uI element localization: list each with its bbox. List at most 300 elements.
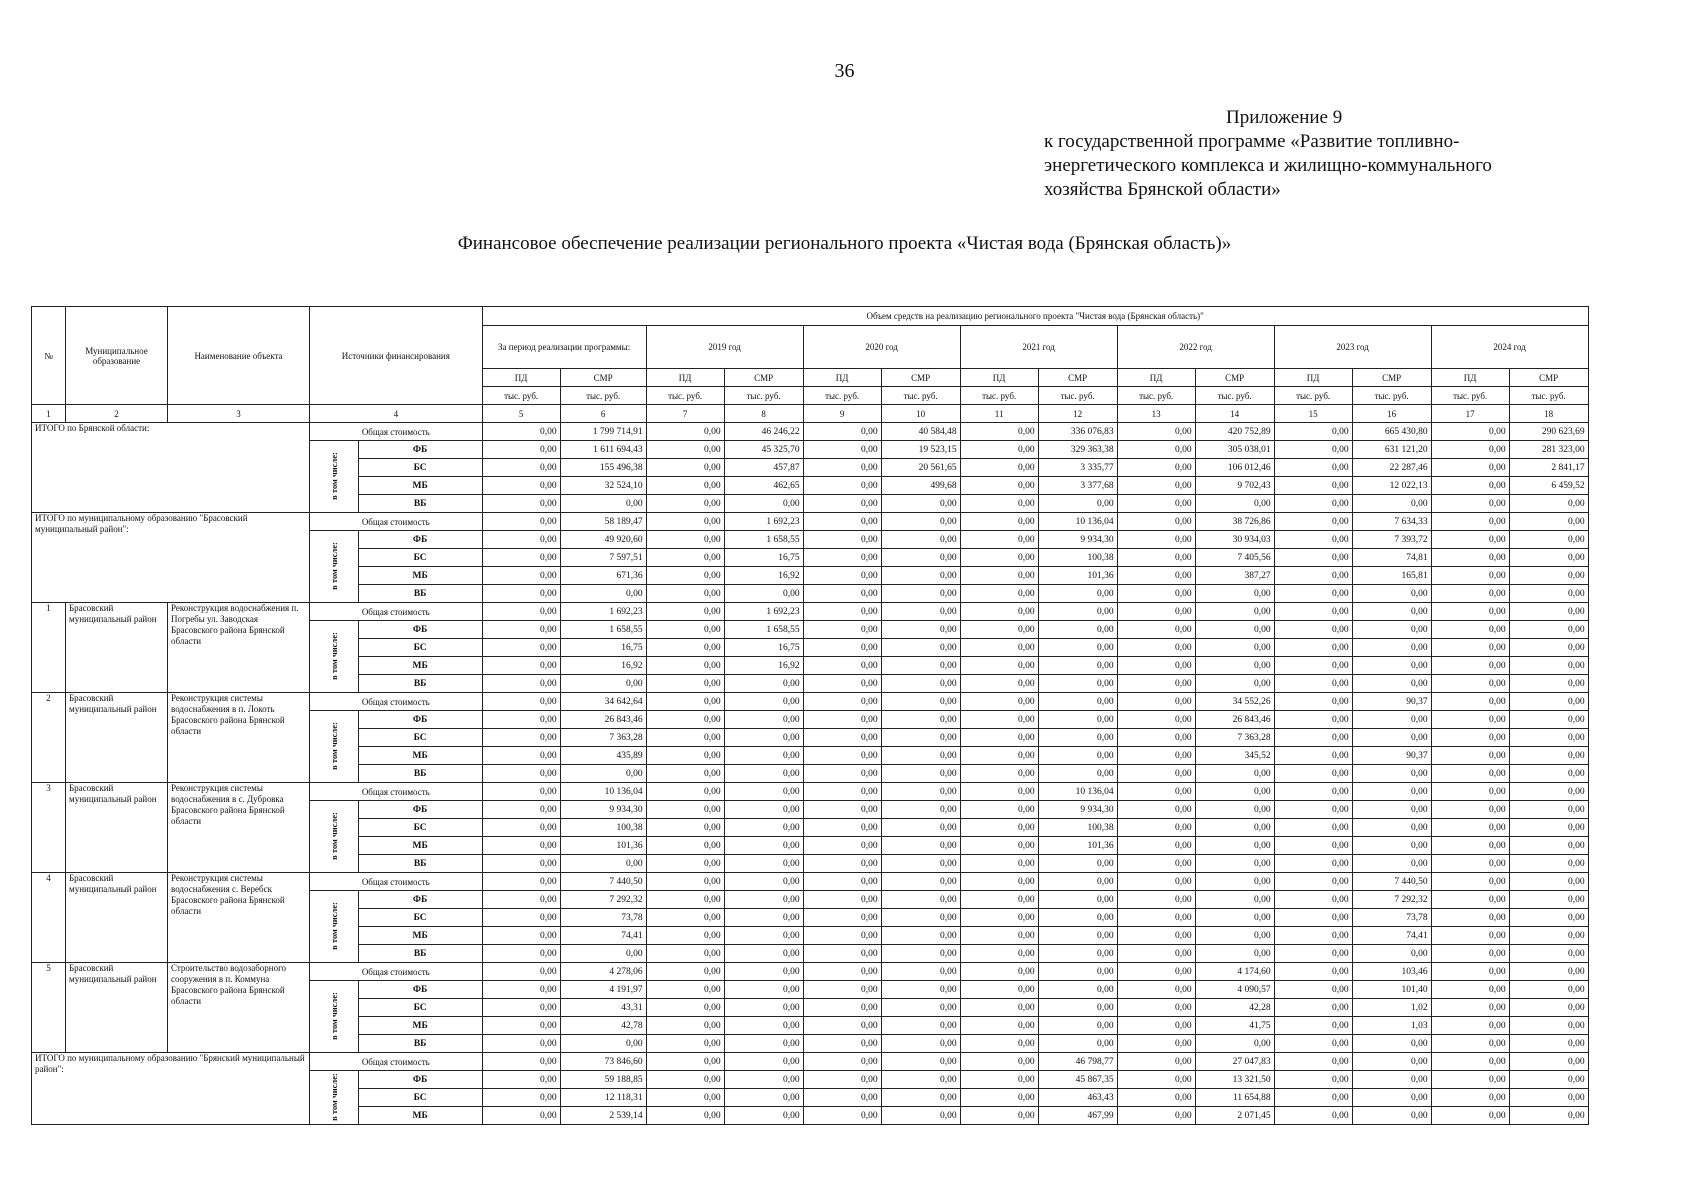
value-cell: 0,00: [1352, 621, 1431, 639]
value-cell: 0,00: [1431, 945, 1509, 963]
value-cell: 0,00: [1431, 693, 1509, 711]
value-cell: 0,00: [1509, 963, 1588, 981]
value-cell: 0,00: [1274, 855, 1352, 873]
value-cell: 0,00: [1195, 621, 1274, 639]
value-cell: 0,00: [1274, 837, 1352, 855]
appendix-heading: Приложение 9: [1226, 107, 1343, 128]
value-cell: 0,00: [1274, 711, 1352, 729]
value-cell: 0,00: [803, 855, 881, 873]
header-period: 2021 год: [960, 326, 1117, 369]
source-code: ФБ: [358, 711, 482, 729]
value-cell: 305 038,01: [1195, 441, 1274, 459]
value-cell: 0,00: [1038, 891, 1117, 909]
value-cell: 12 022,13: [1352, 477, 1431, 495]
value-cell: 73,78: [560, 909, 646, 927]
including-label: [310, 891, 359, 963]
header-sources: Источники финансирования: [310, 307, 483, 405]
value-cell: 0,00: [646, 999, 724, 1017]
value-cell: 0,00: [482, 819, 560, 837]
value-cell: 0,00: [803, 513, 881, 531]
including-label: [310, 531, 359, 603]
value-cell: 103,46: [1352, 963, 1431, 981]
value-cell: 0,00: [881, 531, 960, 549]
value-cell: 1 658,55: [560, 621, 646, 639]
value-cell: 0,00: [1352, 585, 1431, 603]
value-cell: 0,00: [1117, 729, 1195, 747]
value-cell: 671,36: [560, 567, 646, 585]
column-number: 7: [646, 405, 724, 423]
value-cell: 0,00: [803, 1035, 881, 1053]
including-text: в том числе:: [328, 542, 339, 590]
value-cell: 0,00: [1509, 891, 1588, 909]
value-cell: 0,00: [482, 657, 560, 675]
value-cell: 7 405,56: [1195, 549, 1274, 567]
value-cell: 101,36: [560, 837, 646, 855]
value-cell: 0,00: [881, 981, 960, 999]
value-cell: 0,00: [646, 909, 724, 927]
value-cell: 0,00: [960, 729, 1038, 747]
value-cell: 631 121,20: [1352, 441, 1431, 459]
value-cell: 0,00: [646, 657, 724, 675]
value-cell: 0,00: [1431, 531, 1509, 549]
value-cell: 0,00: [881, 603, 960, 621]
value-cell: 0,00: [960, 639, 1038, 657]
value-cell: 0,00: [1431, 477, 1509, 495]
financing-table-body: [32, 423, 1589, 1125]
header-period: 2024 год: [1431, 326, 1588, 369]
source-code: ВБ: [358, 585, 482, 603]
value-cell: 457,87: [724, 459, 803, 477]
value-cell: 0,00: [1038, 621, 1117, 639]
value-cell: 0,00: [482, 693, 560, 711]
value-cell: 34 552,26: [1195, 693, 1274, 711]
value-cell: 100,38: [1038, 819, 1117, 837]
value-cell: 0,00: [960, 765, 1038, 783]
value-cell: 0,00: [1195, 891, 1274, 909]
value-cell: 0,00: [960, 567, 1038, 585]
value-cell: 0,00: [1352, 855, 1431, 873]
value-cell: 0,00: [1117, 819, 1195, 837]
value-cell: 101,36: [1038, 567, 1117, 585]
value-cell: 0,00: [1195, 1035, 1274, 1053]
value-cell: 101,40: [1352, 981, 1431, 999]
value-cell: 19 523,15: [881, 441, 960, 459]
value-cell: 0,00: [482, 837, 560, 855]
value-cell: 27 047,83: [1195, 1053, 1274, 1071]
value-cell: 0,00: [881, 1089, 960, 1107]
value-cell: 1 692,23: [724, 603, 803, 621]
value-cell: 0,00: [960, 459, 1038, 477]
value-cell: 46 246,22: [724, 423, 803, 441]
value-cell: 0,00: [960, 891, 1038, 909]
value-cell: 0,00: [482, 873, 560, 891]
value-cell: 0,00: [1117, 837, 1195, 855]
value-cell: 0,00: [1274, 513, 1352, 531]
value-cell: 0,00: [1431, 675, 1509, 693]
page-number: 36: [834, 60, 855, 82]
value-cell: 0,00: [803, 801, 881, 819]
value-cell: 0,00: [724, 1017, 803, 1035]
value-cell: 0,00: [1352, 1107, 1431, 1125]
value-cell: 0,00: [1117, 657, 1195, 675]
value-cell: 0,00: [1274, 783, 1352, 801]
row-number: 3: [32, 783, 66, 873]
value-cell: 0,00: [724, 693, 803, 711]
header-period: 2023 год: [1274, 326, 1431, 369]
value-cell: 0,00: [881, 1071, 960, 1089]
value-cell: 0,00: [724, 909, 803, 927]
value-cell: 0,00: [724, 963, 803, 981]
value-cell: 0,00: [1431, 927, 1509, 945]
value-cell: 0,00: [803, 963, 881, 981]
value-cell: 0,00: [646, 675, 724, 693]
value-cell: 0,00: [1274, 981, 1352, 999]
value-cell: 0,00: [1117, 747, 1195, 765]
value-cell: 0,00: [1352, 1089, 1431, 1107]
column-number: 3: [168, 405, 310, 423]
value-cell: 0,00: [803, 549, 881, 567]
value-cell: 0,00: [803, 585, 881, 603]
value-cell: 0,00: [803, 657, 881, 675]
table-row: [32, 423, 1589, 441]
value-cell: 0,00: [1352, 675, 1431, 693]
including-text: в том числе:: [328, 1073, 339, 1121]
value-cell: 4 191,97: [560, 981, 646, 999]
source-code: ФБ: [358, 981, 482, 999]
source-code: МБ: [358, 567, 482, 585]
value-cell: 0,00: [1509, 711, 1588, 729]
value-cell: 0,00: [960, 963, 1038, 981]
value-cell: 0,00: [1352, 729, 1431, 747]
value-cell: 0,00: [1274, 585, 1352, 603]
value-cell: 0,00: [1274, 621, 1352, 639]
value-cell: 0,00: [1509, 549, 1588, 567]
value-cell: 0,00: [1431, 1035, 1509, 1053]
value-cell: 0,00: [1274, 801, 1352, 819]
appendix-block: [1044, 106, 1492, 202]
value-cell: 7 292,32: [560, 891, 646, 909]
value-cell: 0,00: [482, 639, 560, 657]
row-number: 2: [32, 693, 66, 783]
value-cell: 0,00: [1274, 657, 1352, 675]
source-code: ФБ: [358, 1071, 482, 1089]
value-cell: 0,00: [1431, 765, 1509, 783]
including-text: в том числе:: [328, 902, 339, 950]
value-cell: 0,00: [803, 1107, 881, 1125]
total-cost-label: Общая стоимость: [310, 693, 483, 711]
value-cell: 0,00: [724, 495, 803, 513]
row-number: 4: [32, 873, 66, 963]
value-cell: 499,68: [881, 477, 960, 495]
value-cell: 0,00: [1117, 765, 1195, 783]
value-cell: 0,00: [803, 1053, 881, 1071]
source-code: ВБ: [358, 765, 482, 783]
value-cell: 0,00: [1117, 909, 1195, 927]
value-cell: 9 934,30: [560, 801, 646, 819]
value-cell: 4 174,60: [1195, 963, 1274, 981]
value-cell: 0,00: [1509, 693, 1588, 711]
value-cell: 0,00: [1117, 531, 1195, 549]
header-smr: СМР: [1509, 369, 1588, 387]
source-code: МБ: [358, 927, 482, 945]
value-cell: 0,00: [724, 819, 803, 837]
value-cell: 0,00: [1274, 531, 1352, 549]
value-cell: 0,00: [803, 981, 881, 999]
value-cell: 0,00: [1117, 1035, 1195, 1053]
value-cell: 1 611 694,43: [560, 441, 646, 459]
value-cell: 0,00: [881, 1017, 960, 1035]
value-cell: 0,00: [646, 477, 724, 495]
value-cell: 0,00: [803, 873, 881, 891]
including-label: [310, 621, 359, 693]
value-cell: 0,00: [881, 621, 960, 639]
value-cell: 0,00: [803, 909, 881, 927]
value-cell: 59 188,85: [560, 1071, 646, 1089]
value-cell: 0,00: [1509, 747, 1588, 765]
value-cell: 0,00: [1509, 567, 1588, 585]
appendix-line: хозяйства Брянской области»: [1044, 179, 1281, 200]
source-code: ФБ: [358, 441, 482, 459]
value-cell: 0,00: [724, 1053, 803, 1071]
header-pd: ПД: [803, 369, 881, 387]
value-cell: 281 323,00: [1509, 441, 1588, 459]
value-cell: 45 325,70: [724, 441, 803, 459]
value-cell: 0,00: [1117, 549, 1195, 567]
value-cell: 0,00: [960, 999, 1038, 1017]
source-code: БС: [358, 729, 482, 747]
value-cell: 0,00: [482, 531, 560, 549]
including-label: [310, 1071, 359, 1125]
value-cell: 0,00: [1431, 441, 1509, 459]
value-cell: 4 090,57: [1195, 981, 1274, 999]
value-cell: 3 335,77: [1038, 459, 1117, 477]
value-cell: 0,00: [881, 495, 960, 513]
value-cell: 665 430,80: [1352, 423, 1431, 441]
value-cell: 0,00: [646, 981, 724, 999]
value-cell: 0,00: [1195, 603, 1274, 621]
value-cell: 0,00: [1431, 1017, 1509, 1035]
value-cell: 0,00: [482, 855, 560, 873]
value-cell: 1 692,23: [560, 603, 646, 621]
value-cell: 0,00: [1431, 855, 1509, 873]
value-cell: 0,00: [646, 837, 724, 855]
value-cell: 0,00: [724, 1035, 803, 1053]
value-cell: 0,00: [1274, 603, 1352, 621]
value-cell: 0,00: [482, 513, 560, 531]
value-cell: 0,00: [646, 513, 724, 531]
value-cell: 0,00: [1274, 441, 1352, 459]
source-code: МБ: [358, 657, 482, 675]
source-code: ВБ: [358, 495, 482, 513]
value-cell: 7 634,33: [1352, 513, 1431, 531]
value-cell: 0,00: [803, 927, 881, 945]
value-cell: 0,00: [1431, 423, 1509, 441]
including-text: в том числе:: [328, 992, 339, 1040]
header-unit: тыс. руб.: [1274, 387, 1352, 405]
value-cell: 7 292,32: [1352, 891, 1431, 909]
value-cell: 0,00: [1274, 927, 1352, 945]
value-cell: 0,00: [1038, 765, 1117, 783]
municipality-cell: Брасовский муниципальный район: [66, 963, 168, 1053]
value-cell: 0,00: [803, 783, 881, 801]
value-cell: 0,00: [803, 711, 881, 729]
source-code: МБ: [358, 1017, 482, 1035]
value-cell: 0,00: [1117, 567, 1195, 585]
value-cell: 0,00: [960, 837, 1038, 855]
header-pd: ПД: [646, 369, 724, 387]
value-cell: 0,00: [560, 1035, 646, 1053]
value-cell: 0,00: [482, 675, 560, 693]
value-cell: 0,00: [1274, 1089, 1352, 1107]
column-number: 1: [32, 405, 66, 423]
value-cell: 0,00: [482, 441, 560, 459]
value-cell: 0,00: [1431, 711, 1509, 729]
column-number: 17: [1431, 405, 1509, 423]
source-code: ФБ: [358, 621, 482, 639]
value-cell: 0,00: [1195, 675, 1274, 693]
value-cell: 0,00: [881, 729, 960, 747]
source-code: БС: [358, 999, 482, 1017]
value-cell: 0,00: [1509, 657, 1588, 675]
value-cell: 0,00: [803, 495, 881, 513]
value-cell: 0,00: [1509, 1107, 1588, 1125]
value-cell: 0,00: [1274, 873, 1352, 891]
value-cell: 0,00: [960, 549, 1038, 567]
value-cell: 0,00: [803, 747, 881, 765]
value-cell: 0,00: [1274, 693, 1352, 711]
value-cell: 0,00: [960, 909, 1038, 927]
value-cell: 0,00: [1431, 891, 1509, 909]
value-cell: 0,00: [960, 531, 1038, 549]
value-cell: 0,00: [1195, 819, 1274, 837]
including-label: [310, 981, 359, 1053]
value-cell: 49 920,60: [560, 531, 646, 549]
total-cost-label: Общая стоимость: [310, 783, 483, 801]
value-cell: 0,00: [1431, 819, 1509, 837]
value-cell: 0,00: [803, 837, 881, 855]
value-cell: 0,00: [1117, 603, 1195, 621]
value-cell: 165,81: [1352, 567, 1431, 585]
value-cell: 0,00: [1431, 999, 1509, 1017]
value-cell: 0,00: [1117, 495, 1195, 513]
value-cell: 0,00: [881, 891, 960, 909]
appendix-line: к государственной программе «Развитие топливно-: [1044, 131, 1460, 152]
value-cell: 0,00: [1509, 531, 1588, 549]
value-cell: 0,00: [1509, 495, 1588, 513]
value-cell: 345,52: [1195, 747, 1274, 765]
value-cell: 0,00: [960, 927, 1038, 945]
value-cell: 9 934,30: [1038, 531, 1117, 549]
value-cell: 0,00: [1352, 765, 1431, 783]
value-cell: 0,00: [881, 909, 960, 927]
value-cell: 0,00: [1195, 495, 1274, 513]
value-cell: 0,00: [646, 873, 724, 891]
value-cell: 38 726,86: [1195, 513, 1274, 531]
source-code: БС: [358, 819, 482, 837]
value-cell: 0,00: [1431, 495, 1509, 513]
header-unit: тыс. руб.: [560, 387, 646, 405]
value-cell: 0,00: [1352, 783, 1431, 801]
value-cell: 0,00: [1431, 783, 1509, 801]
value-cell: 0,00: [1038, 909, 1117, 927]
value-cell: 0,00: [1431, 981, 1509, 999]
value-cell: 0,00: [646, 1089, 724, 1107]
value-cell: 0,00: [724, 801, 803, 819]
value-cell: 0,00: [646, 459, 724, 477]
value-cell: 0,00: [1117, 927, 1195, 945]
value-cell: 0,00: [646, 549, 724, 567]
table-row: [32, 783, 1589, 801]
value-cell: 0,00: [1117, 639, 1195, 657]
header-object-name: Наименование объекта: [168, 307, 310, 405]
value-cell: 0,00: [1431, 873, 1509, 891]
total-cost-label: Общая стоимость: [310, 873, 483, 891]
value-cell: 0,00: [1352, 945, 1431, 963]
value-cell: 1 658,55: [724, 621, 803, 639]
header-unit: тыс. руб.: [482, 387, 560, 405]
value-cell: 0,00: [1195, 765, 1274, 783]
value-cell: 0,00: [724, 945, 803, 963]
value-cell: 0,00: [1038, 945, 1117, 963]
total-cost-label: Общая стоимость: [310, 963, 483, 981]
value-cell: 0,00: [960, 477, 1038, 495]
value-cell: 100,38: [1038, 549, 1117, 567]
column-number: 2: [66, 405, 168, 423]
value-cell: 0,00: [881, 1107, 960, 1125]
total-cost-label: Общая стоимость: [310, 513, 483, 531]
value-cell: 0,00: [482, 1089, 560, 1107]
value-cell: 0,00: [960, 855, 1038, 873]
group-total-label: ИТОГО по Брянской области:: [32, 423, 310, 513]
value-cell: 0,00: [1509, 999, 1588, 1017]
column-number: 14: [1195, 405, 1274, 423]
value-cell: 0,00: [1274, 999, 1352, 1017]
value-cell: 0,00: [646, 603, 724, 621]
value-cell: 7 393,72: [1352, 531, 1431, 549]
value-cell: 30 934,03: [1195, 531, 1274, 549]
value-cell: 0,00: [646, 891, 724, 909]
object-name-cell: Реконструкция системы водоснабжения в п. Локоть Брасовского района Брянской области: [168, 693, 310, 783]
municipality-cell: Брасовский муниципальный район: [66, 603, 168, 693]
value-cell: 0,00: [1274, 729, 1352, 747]
value-cell: 0,00: [1352, 1071, 1431, 1089]
source-code: ВБ: [358, 945, 482, 963]
value-cell: 0,00: [1509, 819, 1588, 837]
column-number: 10: [881, 405, 960, 423]
value-cell: 0,00: [646, 711, 724, 729]
value-cell: 0,00: [1509, 801, 1588, 819]
column-number: 5: [482, 405, 560, 423]
value-cell: 73 846,60: [560, 1053, 646, 1071]
value-cell: 0,00: [1431, 1053, 1509, 1071]
value-cell: 2 071,45: [1195, 1107, 1274, 1125]
source-code: МБ: [358, 837, 482, 855]
value-cell: 0,00: [482, 1107, 560, 1125]
value-cell: 0,00: [1352, 603, 1431, 621]
value-cell: 58 189,47: [560, 513, 646, 531]
value-cell: 0,00: [881, 657, 960, 675]
value-cell: 7 597,51: [560, 549, 646, 567]
source-code: БС: [358, 1089, 482, 1107]
object-name-cell: Реконструкция системы водоснабжения в с. Дубровка Брасовского района Брянской области: [168, 783, 310, 873]
value-cell: 16,92: [724, 567, 803, 585]
value-cell: 0,00: [560, 765, 646, 783]
value-cell: 0,00: [646, 747, 724, 765]
value-cell: 0,00: [1509, 855, 1588, 873]
column-number: 9: [803, 405, 881, 423]
value-cell: 0,00: [803, 621, 881, 639]
header-smr: СМР: [881, 369, 960, 387]
